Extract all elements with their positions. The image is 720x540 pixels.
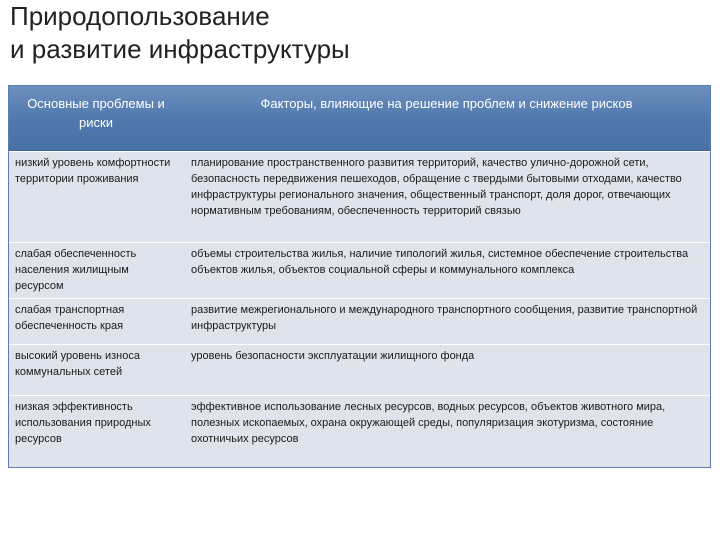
table-header-row [9,86,710,151]
problems-factors-table [8,85,711,468]
table-row [9,395,710,467]
table-row [9,298,710,344]
slide-title-line-2: и развитие инфраструктуры [10,34,350,64]
problem-cell: высокий уровень износа коммунальных сетей [15,350,140,378]
factors-cell: эффективное использование лесных ресурсов, водных ресурсов, объектов животного мира, полезных ископаемых, охрана окружающей среды, популяризация экотуризма, состояние охотничьих ресурсов [191,401,666,445]
slide-title-line-1: Природопользование [10,1,270,31]
factors-cell: развитие межрегионального и международного транспортного сообщения, развитие транспортной инфраструктуры [191,304,698,332]
factors-cell: планирование пространственного развития территорий, качество улично-дорожной сети, безопасность передвижения пешеходов, обращение с твердыми бытовыми отходами, качество инфраструктуры регионального значения, общественный транспорт, доля дорог, отвечающих нормативным требованиям, обеспеченность территорий связью [191,157,682,217]
problem-cell: низкая эффективность использования природных ресурсов [15,401,151,445]
slide-title [10,0,710,66]
table-row [9,242,710,298]
header-factors: Факторы, влияющие на решение проблем и снижение рисков [260,96,633,111]
problem-cell: слабая транспортная обеспеченность края [15,304,125,332]
factors-cell: уровень безопасности эксплуатации жилищного фонда [191,350,475,362]
problem-cell: низкий уровень комфортности территории проживания [15,157,171,185]
problem-cell: слабая обеспеченность населения жилищным ресурсом [15,248,137,292]
header-problems: Основные проблемы и риски [27,96,165,130]
factors-cell: объемы строительства жилья, наличие типологий жилья, системное обеспечение строительства объектов жилья, объектов социальной сферы и коммунального комплекса [191,248,689,276]
table-row [9,151,710,242]
table-row [9,344,710,395]
